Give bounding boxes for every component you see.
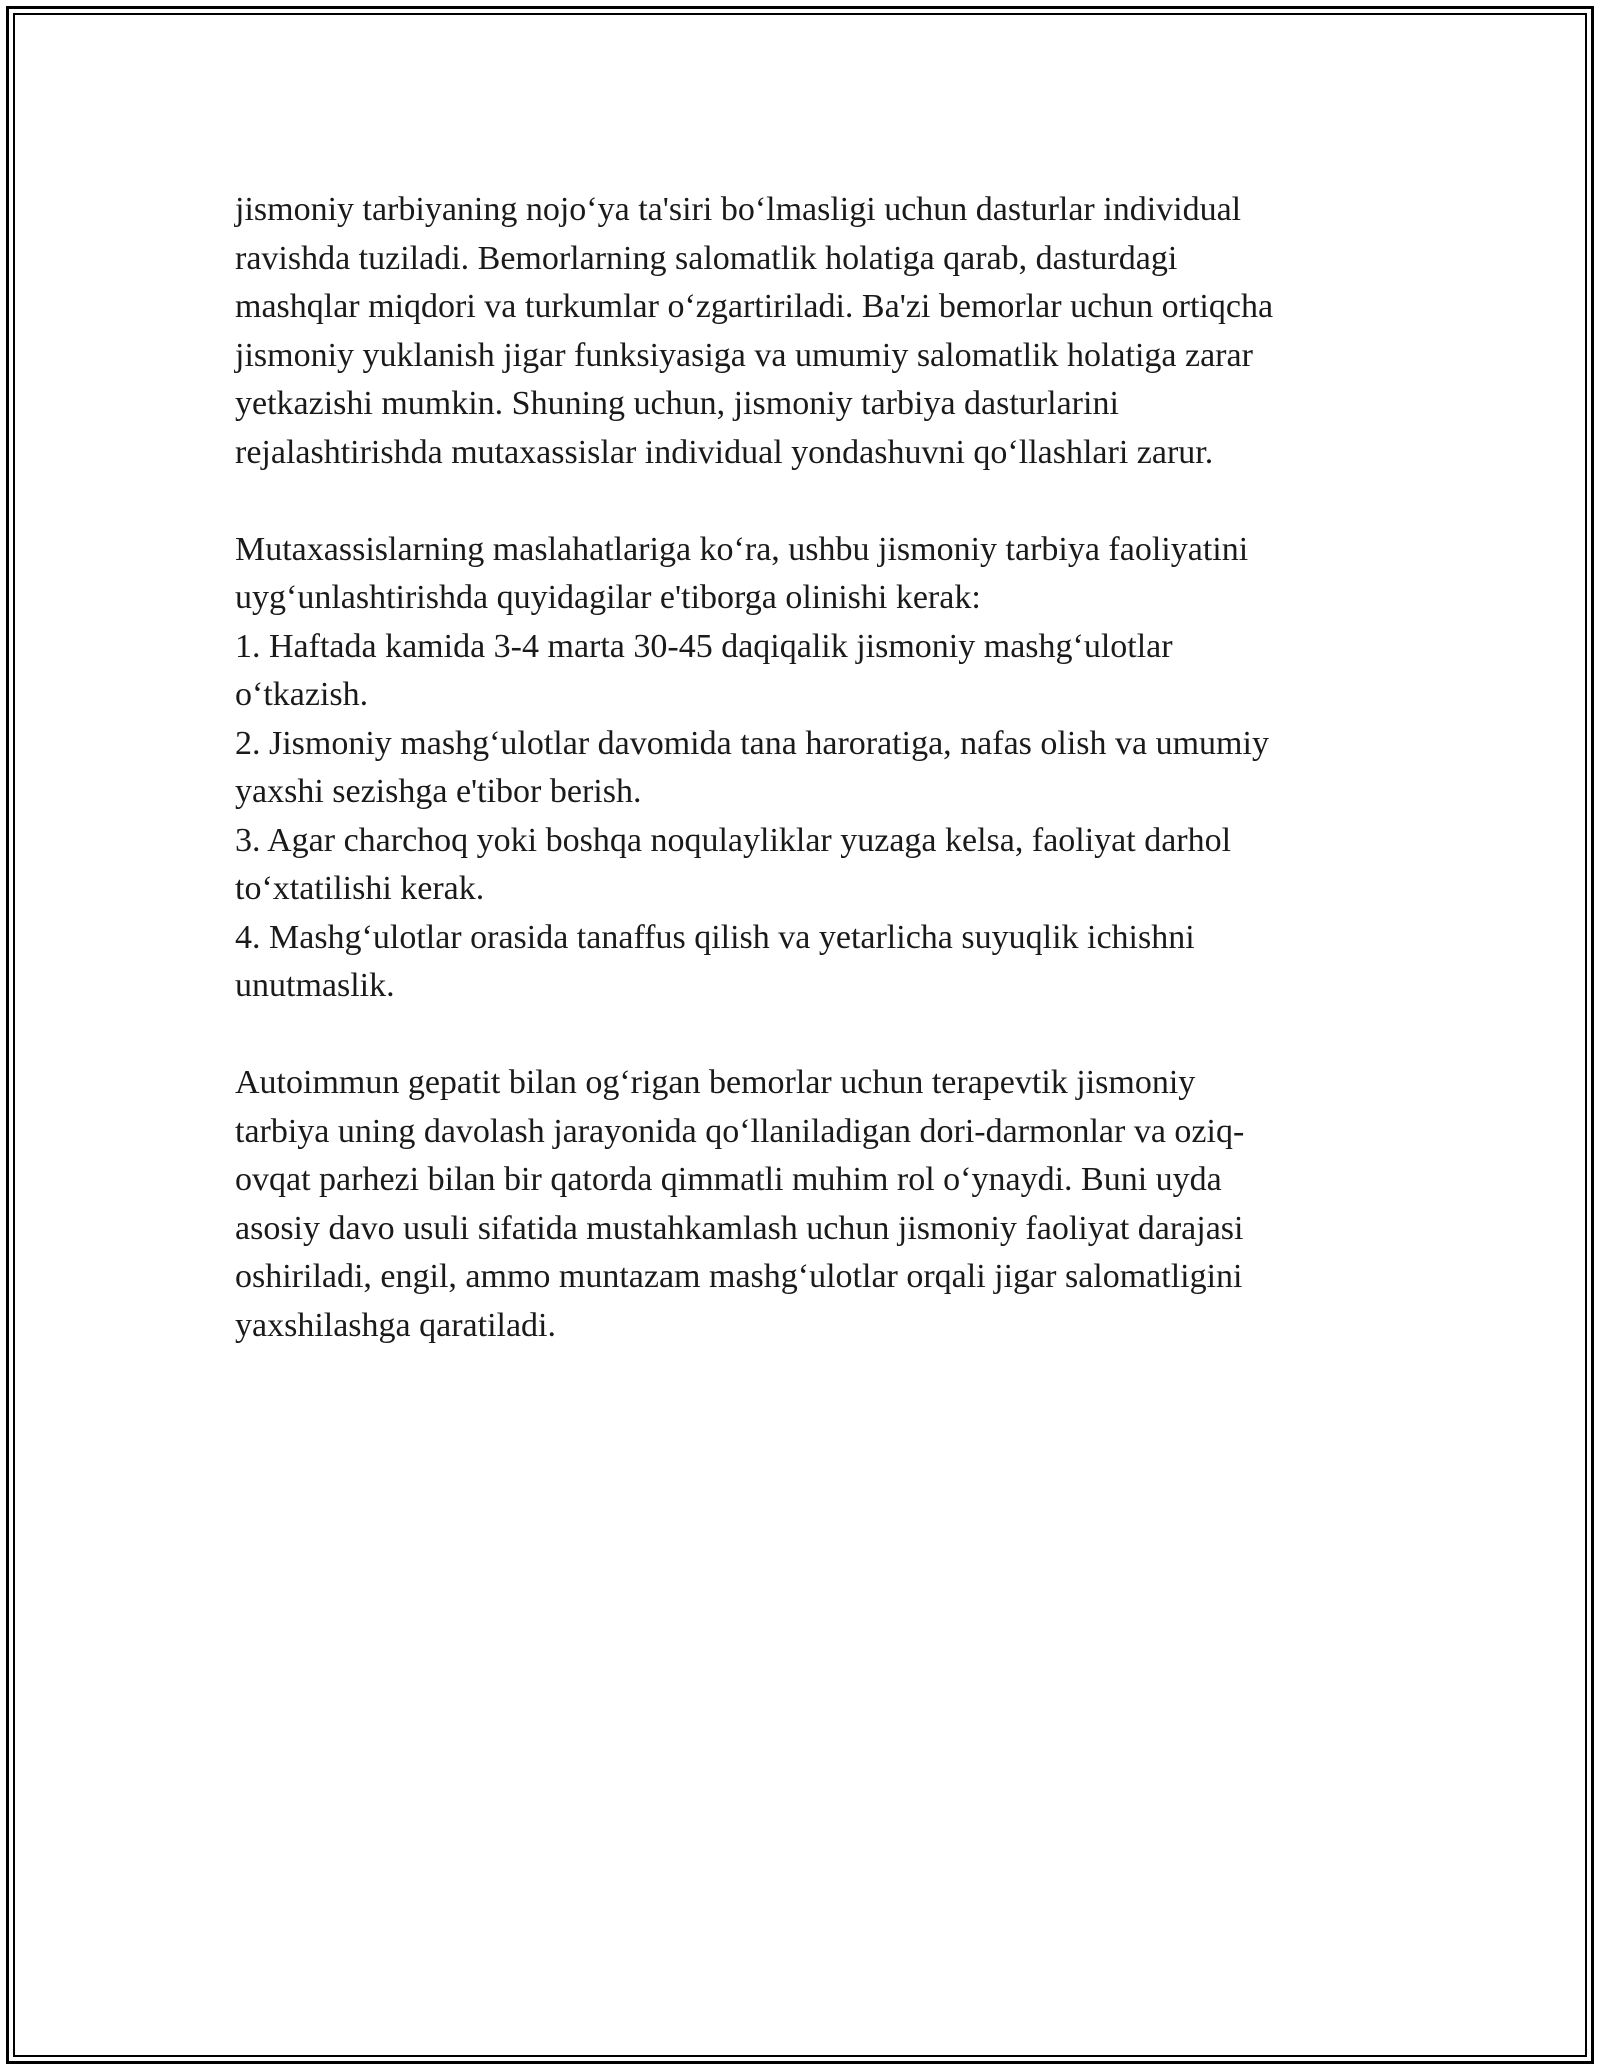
text-line: oshiriladi, engil, ammo muntazam mashg‘ulotlar orqali jigar salomatligini [235,1258,1243,1295]
text-line: uyg‘unlashtirishda quyidagilar e'tiborga olinishi kerak: [235,579,981,616]
list-item-4-cont: unutmaslik. [235,967,395,1004]
text-line: jismoniy yuklanish jigar funksiyasiga va umumiy salomatlik holatiga zarar [235,336,1253,374]
text-line: ravishda tuziladi. Bemorlarning salomatlik holatiga qarab, dasturdagi [235,239,1178,277]
paragraph-gap [235,1011,1375,1060]
list-item-3: 3. Agar charchoq yoki boshqa noqulayliklar yuzaga kelsa, faoliyat darhol [235,821,1232,859]
text-line: mashqlar miqdori va turkumlar o‘zgartiriladi. Ba'zi bemorlar uchun ortiqcha [235,288,1274,325]
text-line: Mutaxassislarning maslahatlariga ko‘ra, ushbu jismoniy tarbiya faoliyatini [235,530,1249,568]
text-line: ovqat parhezi bilan bir qatorda qimmatli muhim rol o‘ynaydi. Buni uyda [235,1161,1222,1198]
list-item-3-cont: to‘xtatilishi kerak. [235,870,485,907]
text-line: yetkazishi mumkin. Shuning uchun, jismoniy tarbiya dasturlarini [235,385,1119,422]
list-item-1-cont: o‘tkazish. [235,676,369,713]
list-item-4: 4. Mashg‘ulotlar orasida tanaffus qilish va yetarlicha suyuqlik ichishni [235,918,1195,956]
text-line: tarbiya uning davolash jarayonida qo‘llaniladigan dori-darmonlar va oziq- [235,1112,1245,1150]
paragraph-gap [235,477,1375,526]
paragraph-1 [235,186,1375,477]
text-line: asosiy davo usuli sifatida mustahkamlash uchun jismoniy faoliyat darajasi [235,1209,1244,1247]
paragraph-3 [235,1059,1375,1350]
text-line: rejalashtirishda mutaxassislar individual yondashuvni qo‘llashlari zarur. [235,433,1214,471]
text-line: yaxshilashga qaratiladi. [235,1306,557,1344]
text-line: Autoimmun gepatit bilan og‘rigan bemorlar uchun terapevtik jismoniy [235,1064,1196,1101]
paragraph-2 [235,526,1375,1011]
list-item-2-cont: yaxshi sezishga e'tibor berish. [235,773,642,810]
text-line: jismoniy tarbiyaning nojo‘ya ta'siri bo‘lmasligi uchun dasturlar individual [235,191,1242,228]
list-item-2: 2. Jismoniy mashg‘ulotlar davomida tana haroratiga, nafas olish va umumiy [235,724,1269,762]
document-body [235,186,1375,1350]
list-item-1: 1. Haftada kamida 3-4 marta 30-45 daqiqalik jismoniy mashg‘ulotlar [235,627,1173,665]
